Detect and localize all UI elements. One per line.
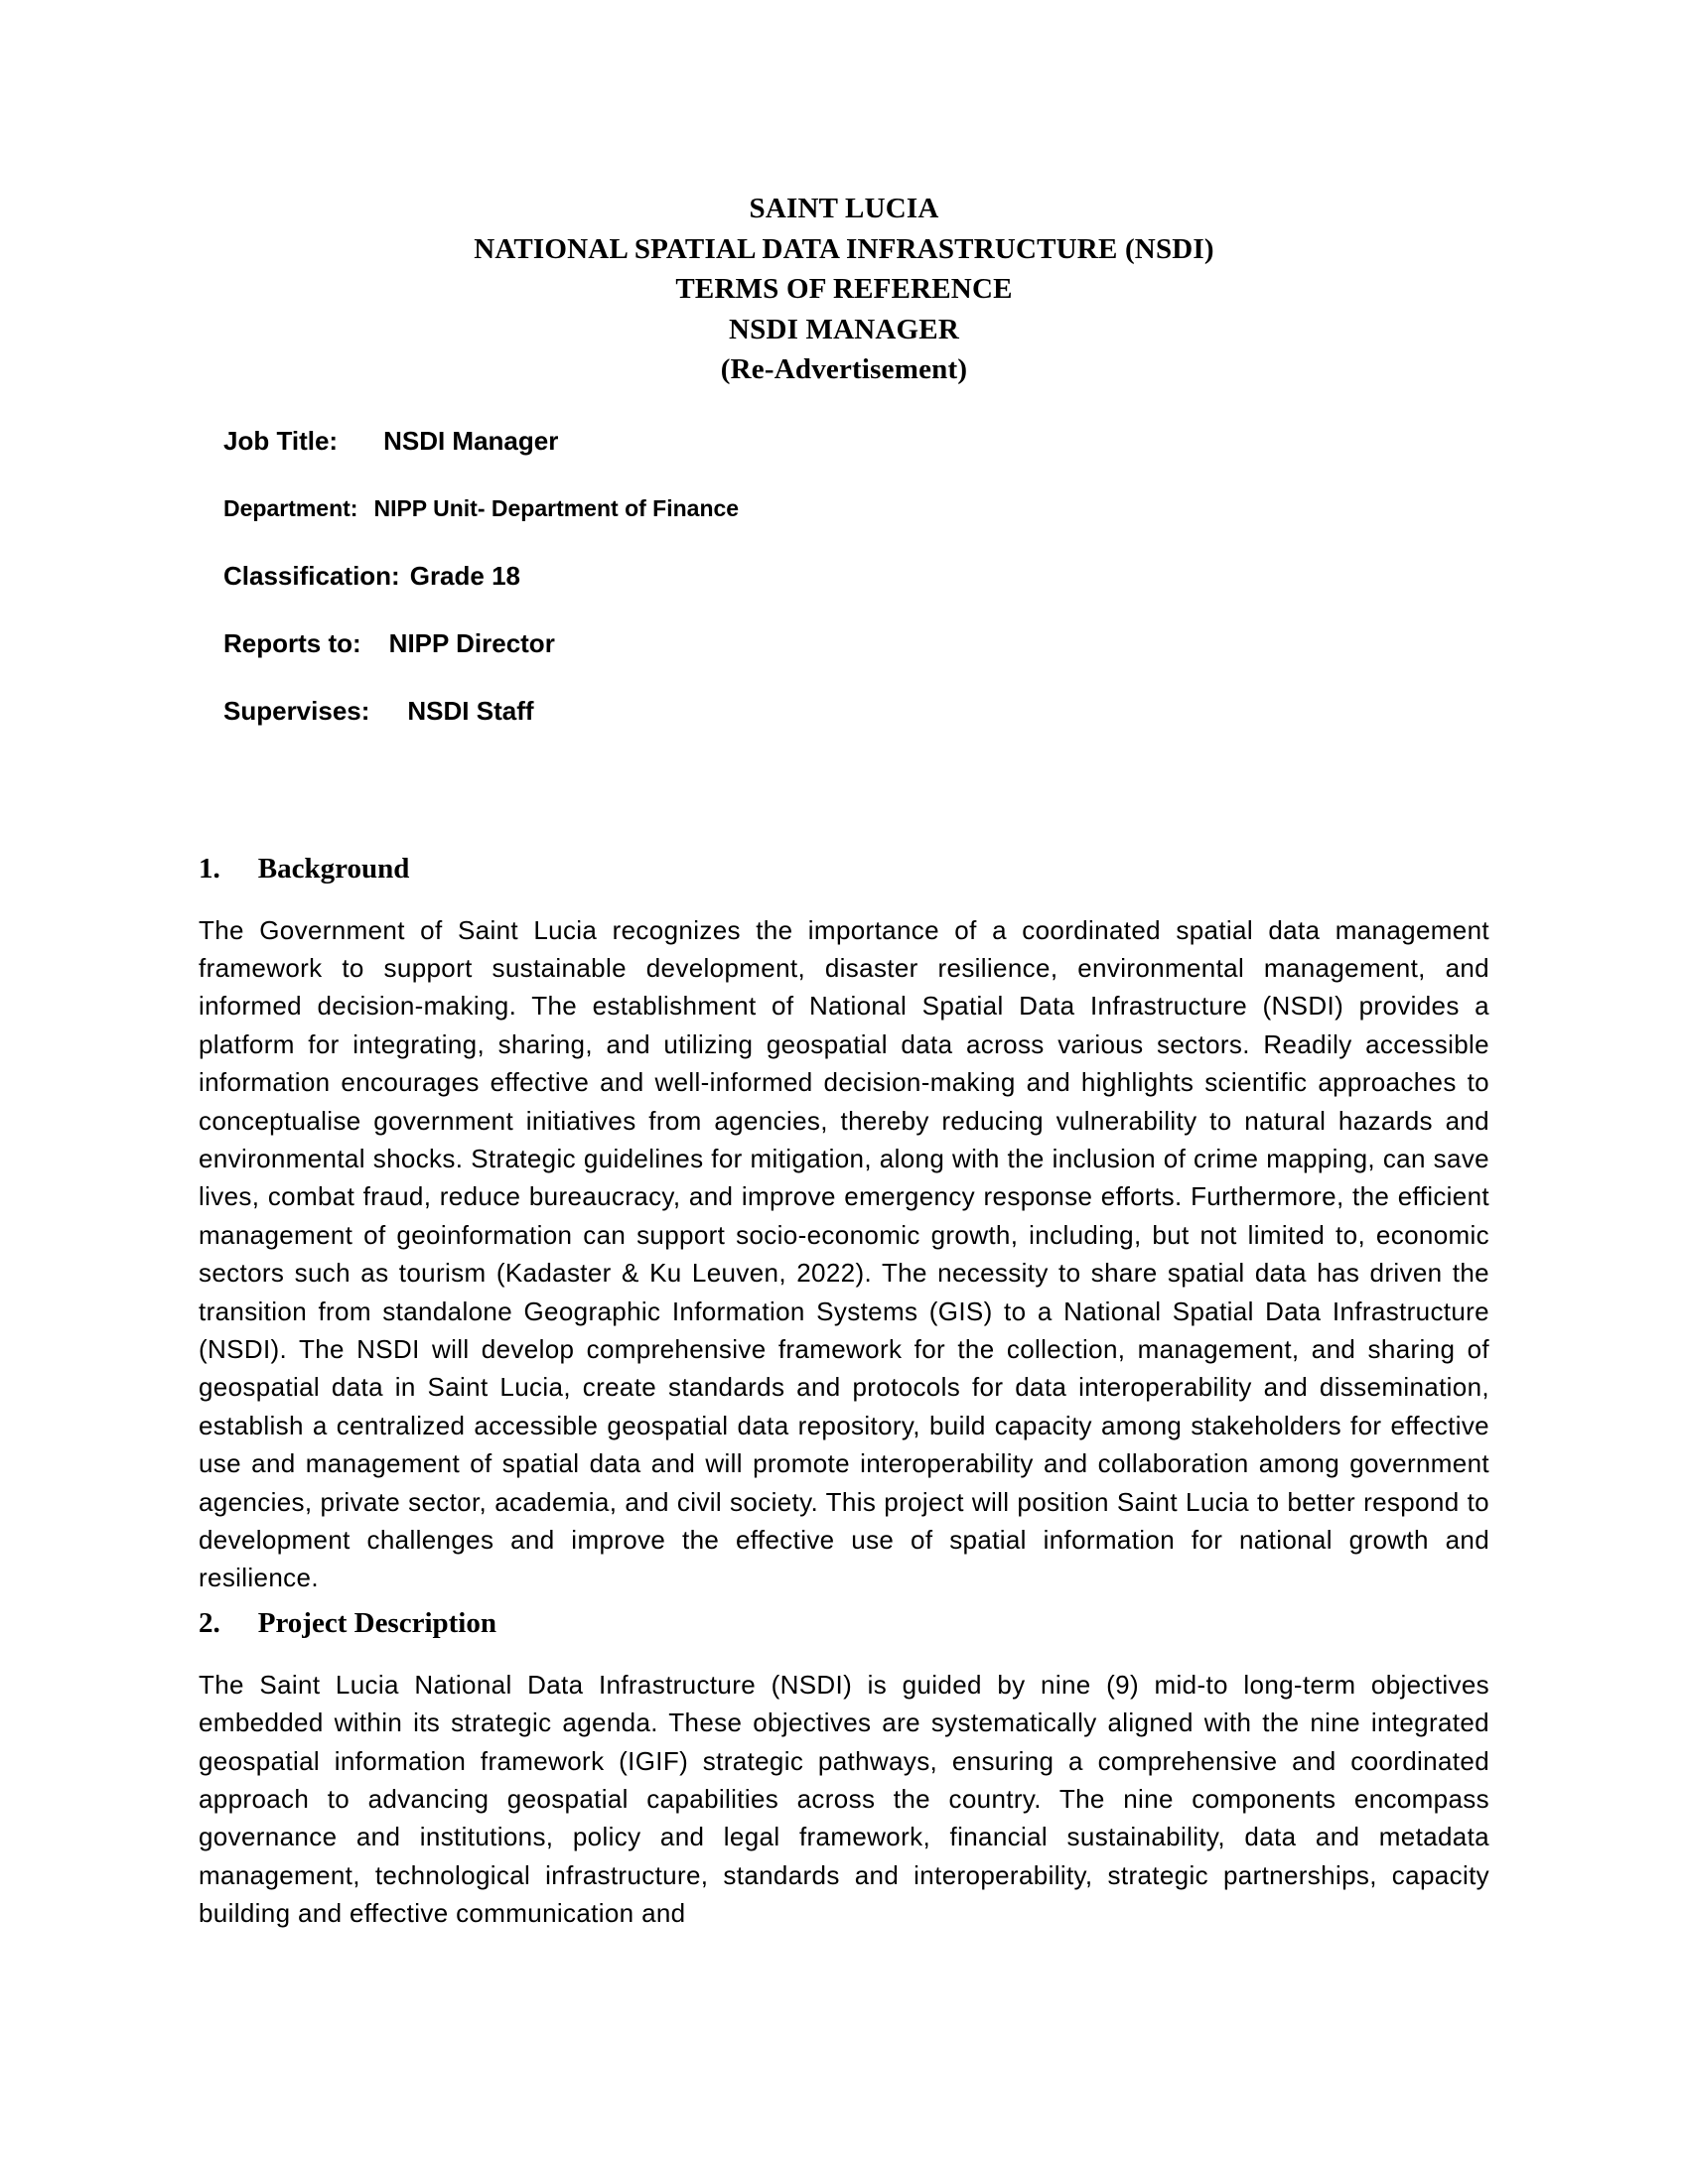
department-label: Department: bbox=[223, 494, 358, 521]
title-line-country: SAINT LUCIA bbox=[749, 193, 939, 224]
supervises-label: Supervises: bbox=[223, 695, 370, 726]
background-heading-number: 1. bbox=[199, 852, 220, 885]
title-line-readvertisement: (Re-Advertisement) bbox=[720, 353, 968, 385]
background-heading-text: Background bbox=[257, 852, 410, 885]
reports-to-label: Reports to: bbox=[223, 627, 361, 658]
title-line-program: NATIONAL SPATIAL DATA INFRASTRUCTURE (NSDI) bbox=[474, 232, 1214, 265]
project-description-heading bbox=[199, 1606, 1489, 1640]
job-details-block bbox=[223, 424, 1489, 728]
classification-label: Classification: bbox=[223, 560, 400, 591]
title-line-position: NSDI MANAGER bbox=[729, 313, 959, 345]
job-title-label: Job Title: bbox=[223, 425, 339, 456]
job-title-row bbox=[223, 424, 1489, 458]
section-background bbox=[199, 852, 1489, 1597]
document-title-block bbox=[199, 0, 1489, 390]
project-description-heading-number: 2. bbox=[199, 1606, 220, 1639]
classification-value: Grade 18 bbox=[409, 560, 521, 591]
reports-to-row bbox=[223, 626, 1489, 660]
section-project-description bbox=[199, 1606, 1489, 1933]
department-row bbox=[223, 491, 1489, 525]
job-title-value: NSDI Manager bbox=[383, 425, 559, 456]
background-paragraph: The Government of Saint Lucia recognizes the importance of a coordinated spatial data management framework to support sustainable development, disaster resilience, environmental management, and informed decision-making. The establishment of National Spatial Data Infrastructure (NSDI) provides a platform for integrating, sharing, and utilizing geospatial data across various sectors. Readily accessible information encourages effective and well-informed decision-making and highlights scientific approaches to conceptualise government initiatives from agencies, thereby reducing vulnerability to natural hazards and environmental shocks. Strategic guidelines for mitigation, along with the inclusion of crime mapping, can save lives, combat fraud, reduce bureaucracy, and improve emergency response efforts. Furthermore, the efficient management of geoinformation can support socio-economic growth, including, but not limited to, economic sectors such as tourism (Kadaster & Ku Leuven, 2022). The necessity to share spatial data has driven the transition from standalone Geographic Information Systems (GIS) to a National Spatial Data Infrastructure (NSDI). The NSDI will develop comprehensive framework for the collection, management, and sharing of geospatial data in Saint Lucia, create standards and protocols for data interoperability and dissemination, establish a centralized accessible geospatial data repository, build capacity among stakeholders for effective use and management of spatial data and will promote interoperability and collaboration among government agencies, private sector, academia, and civil society. This project will position Saint Lucia to better respond to development challenges and improve the effective use of spatial information for national growth and resilience. bbox=[199, 914, 1489, 1593]
reports-to-value: NIPP Director bbox=[388, 627, 555, 658]
supervises-value: NSDI Staff bbox=[407, 695, 534, 726]
project-description-paragraph: The Saint Lucia National Data Infrastructure (NSDI) is guided by nine (9) mid-to long-term objectives embedded within its strategic agenda. These objectives are systematically aligned with the nine integrated geospatial information framework (IGIF) strategic pathways, ensuring a comprehensive and coordinated approach to advancing geospatial capabilities across the country. The nine components encompass governance and institutions, policy and legal framework, financial sustainability, data and metadata management, technological infrastructure, standards and interoperability, strategic partnerships, capacity building and effective communication and bbox=[199, 1669, 1489, 1929]
classification-row bbox=[223, 559, 1489, 593]
project-description-heading-text: Project Description bbox=[257, 1606, 496, 1639]
title-line-doc-type: TERMS OF REFERENCE bbox=[675, 273, 1013, 305]
background-heading bbox=[199, 852, 1489, 886]
supervises-row bbox=[223, 694, 1489, 728]
department-value: NIPP Unit- Department of Finance bbox=[373, 494, 740, 521]
